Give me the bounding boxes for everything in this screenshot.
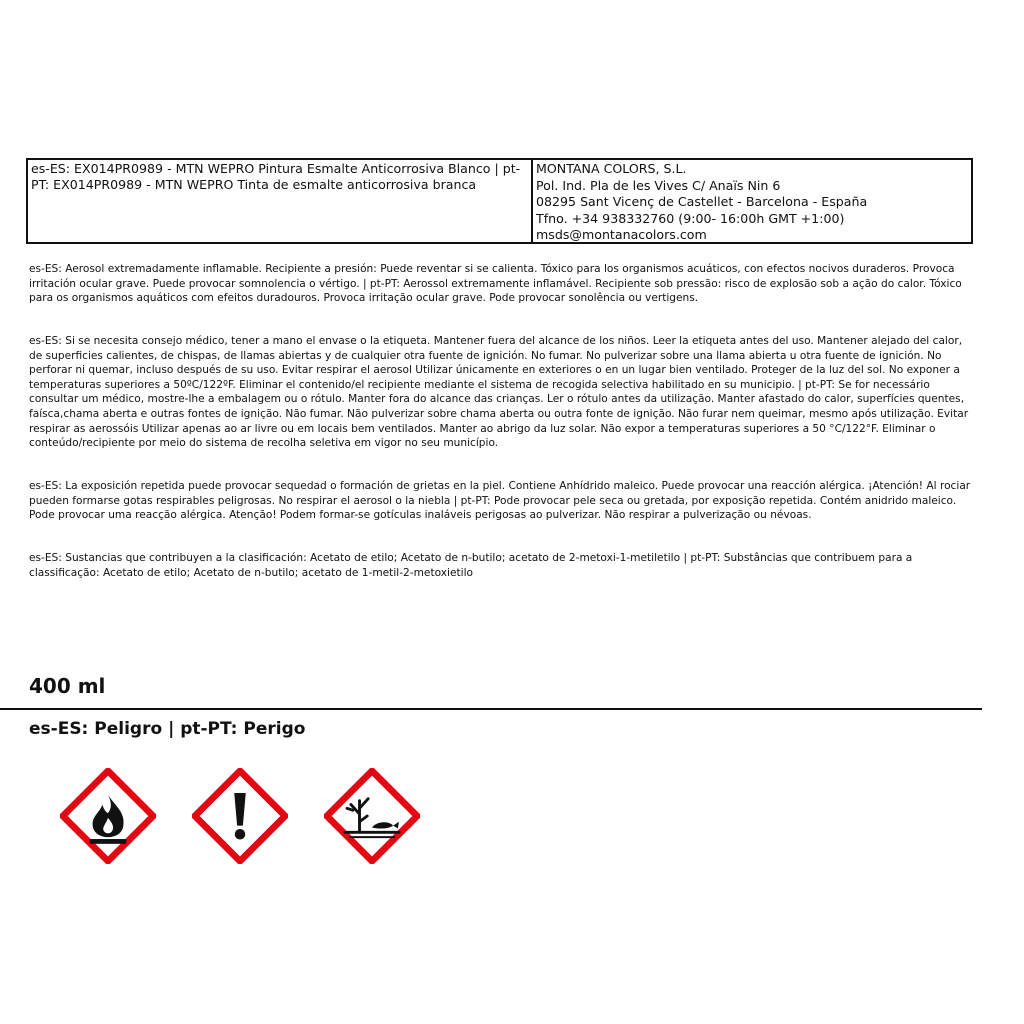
supplier-info — [533, 160, 971, 242]
precautionary-statements: es-ES: Si se necesita consejo médico, tener a mano el envase o la etiqueta. Mantener fuera del alcance de los niños. Leer la etiqueta antes del uso. Mantener alejado del calor, de superficies calientes, de chispas, de llamas abiertas y de cualquier otra fuente de ignición. No fumar. No pulverizar sobre una llama abierta u otra fuente de ignición. No perforar ni quemar, incluso después de su uso. Evitar respirar el aerosol Utilizar únicamente en exteriores o en un lugar bien ventilado. Proteger de la luz del sol. No exponer a temperaturas superiores a 50ºC/122ºF. Eliminar el contenido/el recipiente mediante el sistema de recogida selectiva habilitado en su municipio. | pt-PT: Se for necessário consultar um médico, mostre-lhe a embalagem ou o rótulo. Manter fora do alcance das crianças. Ler o rótulo antes da utilização. Manter afastado do calor, superfícies quentes, faísca,chama aberta e outras fontes de ignição. Não fumar. Não pulverizar sobre chama aberta ou outra fonte de ignição. Não furar nem queimar, mesmo após utilização. Evitar respirar as aerossóis Utilizar apenas ao ar livre ou em locais bem ventilados. Manter ao abrigo da luz solar. Não expor a temperaturas superiores a 50 °C/122°F. Eliminar o conteúdo/recipiente por meio do sistema de recolha seletiva em vigor no seu município. — [29, 335, 969, 450]
header-table — [26, 158, 973, 244]
supplier-company: MONTANA COLORS, S.L. — [536, 161, 687, 176]
volume: 400 ml — [29, 674, 106, 698]
supplier-address-2: 08295 Sant Vicenç de Castellet - Barcelona - España — [536, 194, 868, 209]
supplier-email: msds@montanacolors.com — [536, 227, 707, 242]
supplemental-info: es-ES: La exposición repetida puede provocar sequedad o formación de grietas en la piel. Contiene Anhídrido maleico. Puede provocar una reacción alérgica. ¡Atención! Al rociar pueden formarse gotas respirables peligrosas. No respirar el aerosol o la niebla | pt-PT: Pode provocar pele seca ou gretada, por exposição repetida. Contém anidrido maleico. Pode provocar uma reacção alérgica. Atenção! Podem formar-se gotículas inaláveis perigosas ao pulverizar. Não respirar a pulverização ou névoas. — [29, 480, 971, 522]
product-name: es-ES: EX014PR0989 - MTN WEPRO Pintura Esmalte Anticorrosiva Blanco | pt-PT: EX014PR0989 - MTN WEPRO Tinta de esmalte anticorrosiva branca — [28, 160, 533, 242]
flame-icon — [60, 768, 156, 864]
signal-word: es-ES: Peligro | pt-PT: Perigo — [29, 719, 306, 739]
environment-icon — [324, 768, 420, 864]
supplier-address-1: Pol. Ind. Pla de les Vives C/ Anaïs Nin 6 — [536, 177, 781, 193]
hazard-statements: es-ES: Aerosol extremadamente inflamable. Recipiente a presión: Puede reventar si se calienta. Tóxico para los organismos acuáticos, con efectos nocivos duraderos. Provoca irritación ocular grave. Puede provocar somnolencia o vértigo. | pt-PT: Aerossol extremamente inflamável. Recipiente sob pressão: risco de explosão sob a ação do calor. Tóxico para os organismos aquáticos com efeitos duradouros. Provoca irritação ocular grave. Pode provocar sonolência ou vertigens. — [29, 263, 962, 305]
divider — [0, 708, 982, 710]
classification-substances: es-ES: Sustancias que contribuyen a la clasificación: Acetato de etilo; Acetato de n-butilo; acetato de 2-metoxi-1-metiletilo | pt-PT: Substâncias que contribuem para a classificação: Acetato de etilo; Acetato de n-butilo; acetato de 1-metil-2-metoxietilo — [29, 552, 913, 579]
exclamation-icon — [192, 768, 288, 864]
supplier-phone: Tfno. +34 938332760 (9:00- 16:00h GMT +1:00) — [536, 210, 845, 226]
